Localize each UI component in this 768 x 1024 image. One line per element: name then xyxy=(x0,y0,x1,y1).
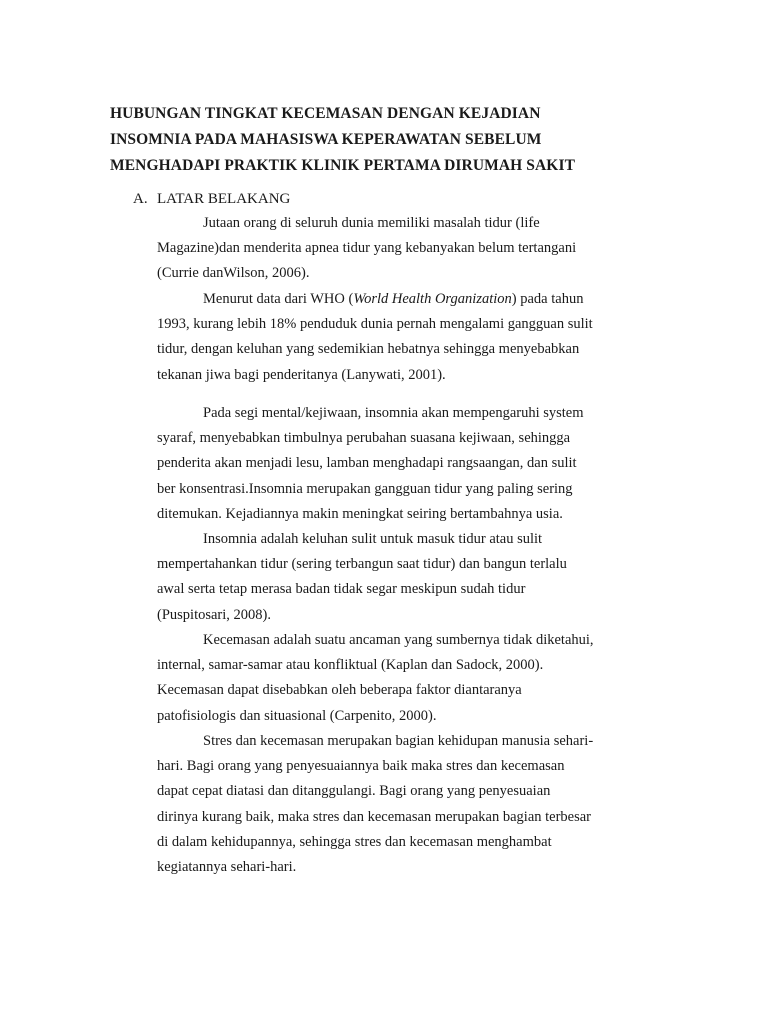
paragraph-line: syaraf, menyebabkan timbulnya perubahan suasana kejiwaan, sehingga xyxy=(157,430,571,447)
paragraph-line: hari. Bagi orang yang penyesuaiannya baik maka stres dan kecemasan xyxy=(157,758,565,775)
paragraph-line: ber konsentrasi.Insomnia merupakan gangguan tidur yang paling sering xyxy=(157,480,573,497)
text-run: ) pada tahun xyxy=(511,291,584,307)
paragraph-line: 1993, kurang lebih 18% penduduk dunia pernah mengalami gangguan sulit xyxy=(157,316,593,333)
section-marker: A. xyxy=(133,191,148,207)
paragraph-line: penderita akan menjadi lesu, lamban menghadapi rangsaangan, dan sulit xyxy=(157,455,577,472)
paragraph-2 xyxy=(157,287,637,388)
document-title xyxy=(110,101,670,179)
paragraph-line: Kecemasan dapat disebabkan oleh beberapa faktor diantaranya xyxy=(157,682,522,699)
paragraph-3 xyxy=(157,401,637,527)
paragraph-line: patofisiologis dan situasional (Carpenito, 2000). xyxy=(157,707,437,724)
paragraph-line: dapat cepat diatasi dan ditanggulangi. Bagi orang yang penyesuaian xyxy=(157,783,551,800)
paragraph-line: internal, samar-samar atau konfliktual (Kaplan dan Sadock, 2000). xyxy=(157,657,544,674)
paragraph-6 xyxy=(157,729,637,880)
paragraph-line xyxy=(157,287,637,312)
text-run: Menurut data dari WHO ( xyxy=(203,291,354,307)
paragraph-line: kegiatannya sehari-hari. xyxy=(157,859,297,876)
paragraph-line: Magazine)dan menderita apnea tidur yang kebanyakan belum tertangani xyxy=(157,240,577,257)
paragraph-line: Kecemasan adalah suatu ancaman yang sumbernya tidak diketahui, xyxy=(203,632,594,648)
paragraph-line: (Currie danWilson, 2006). xyxy=(157,265,310,282)
paragraph-line: ditemukan. Kejadiannya makin meningkat seiring bertambahnya usia. xyxy=(157,505,563,522)
paragraph-line: dirinya kurang baik, maka stres dan kecemasan merupakan bagian terbesar xyxy=(157,808,592,825)
paragraph-line: di dalam kehidupannya, sehingga stres dan kecemasan menghambat xyxy=(157,833,552,850)
section-heading xyxy=(133,189,290,209)
section-heading-text: LATAR BELAKANG xyxy=(157,191,291,207)
paragraph-line: Stres dan kecemasan merupakan bagian kehidupan manusia sehari- xyxy=(203,733,594,749)
paragraph-line: Pada segi mental/kejiwaan, insomnia akan mempengaruhi system xyxy=(203,405,584,421)
paragraph-5 xyxy=(157,628,637,729)
paragraph-line: tekanan jiwa bagi penderitanya (Lanywati, 2001). xyxy=(157,366,446,383)
paragraph-line: tidur, dengan keluhan yang sedemikian hebatnya sehingga menyebabkan xyxy=(157,341,580,358)
title-line: MENGHADAPI PRAKTIK KLINIK PERTAMA DIRUMAH SAKIT xyxy=(110,157,576,174)
paragraph-1 xyxy=(157,211,637,287)
paragraph-line: mempertahankan tidur (sering terbangun saat tidur) dan bangun terlalu xyxy=(157,556,567,573)
title-line: HUBUNGAN TINGKAT KECEMASAN DENGAN KEJADIAN xyxy=(110,105,541,122)
paragraph-4 xyxy=(157,527,637,628)
paragraph-line: Jutaan orang di seluruh dunia memiliki masalah tidur (life xyxy=(203,215,540,231)
italic-term: World Health Organization xyxy=(353,291,512,307)
paragraph-line: awal serta tetap merasa badan tidak segar meskipun sudah tidur xyxy=(157,581,526,598)
paragraph-line: (Puspitosari, 2008). xyxy=(157,606,271,623)
paragraph-line: Insomnia adalah keluhan sulit untuk masuk tidur atau sulit xyxy=(203,531,543,547)
title-line: INSOMNIA PADA MAHASISWA KEPERAWATAN SEBELUM xyxy=(110,131,542,148)
